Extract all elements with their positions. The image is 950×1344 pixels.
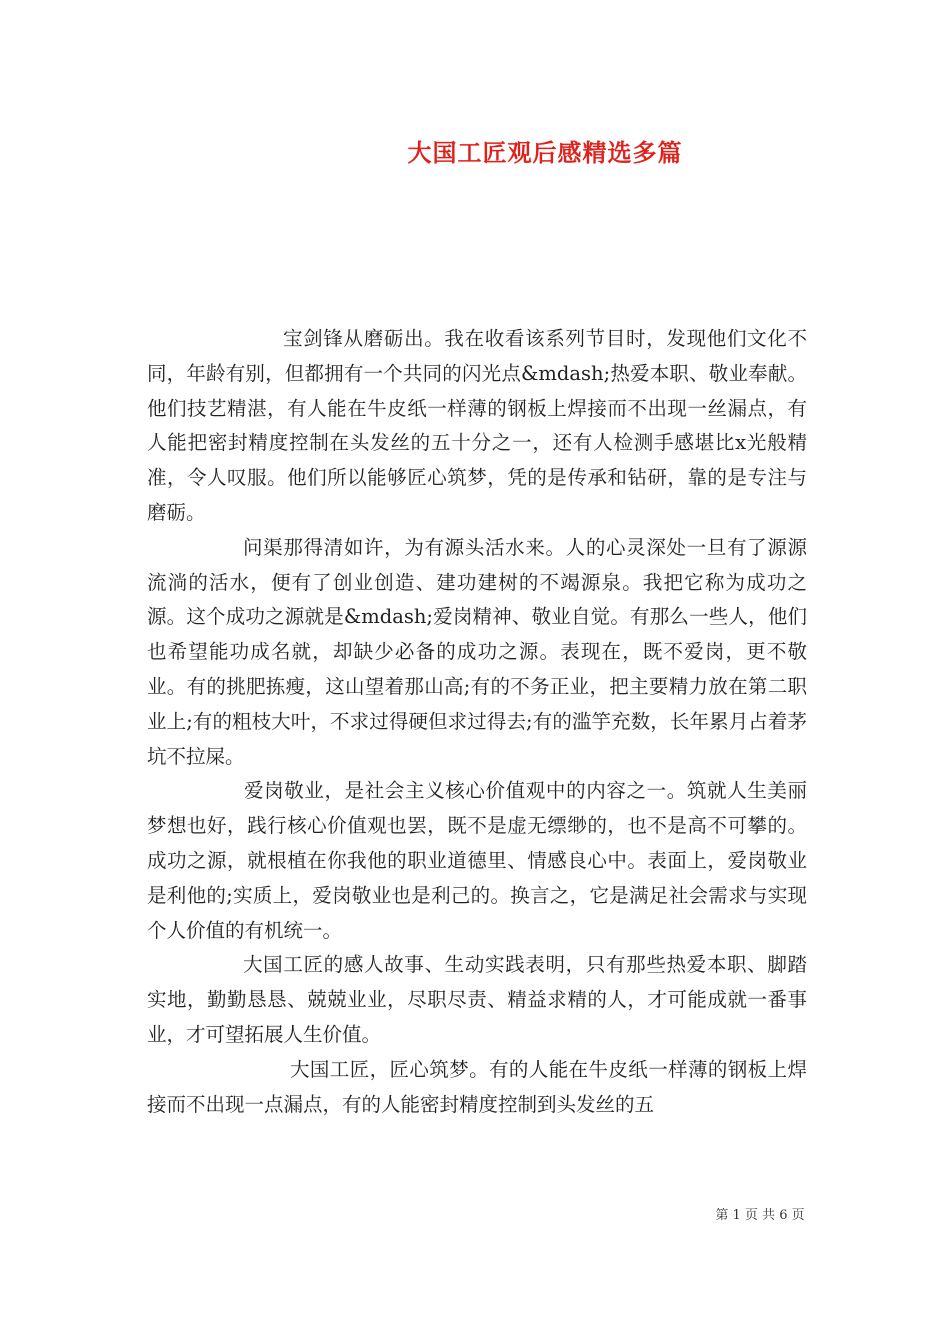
page-number: 第 1 页 共 6 页 — [715, 1208, 805, 1223]
paragraph-2: 问渠那得清如许，为有源头活水来。人的心灵深处一旦有了源源流淌的活水，便有了创业创造、建功建树的不竭源泉。我把它称为成功之源。这个成功之源就是&mdash;爱岗精神、敬业自觉。有那么一些人，他们也希望能功成名就，却缺少必备的成功之源。表现在，既不爱岗，更不敬业。有的挑肥拣瘦，这山望着那山高;有的不务正业，把主要精力放在第二职业上;有的粗枝大叶，不求过得硬但求过得去;有的滥竽充数，长年累月占着茅坑不拉屎。 — [147, 535, 807, 768]
document-title: 大国工匠观后感精选多篇 — [407, 138, 683, 167]
paragraph-5: 大国工匠，匠心筑梦。有的人能在牛皮纸一样薄的钢板上焊接而不出现一点漏点，有的人能密封精度控制到头发丝的五 — [147, 1057, 807, 1116]
paragraph-3: 爱岗敬业，是社会主义核心价值观中的内容之一。筑就人生美丽梦想也好，践行核心价值观也罢，既不是虚无缥缈的，也不是高不可攀的。成功之源，就根植在你我他的职业道德里、情感良心中。表面上，爱岗敬业是利他的;实质上，爱岗敬业也是利己的。换言之，它是满足社会需求与实现个人价值的有机统一。 — [147, 779, 807, 942]
paragraph-4: 大国工匠的感人故事、生动实践表明，只有那些热爱本职、脚踏实地，勤勤恳恳、兢兢业业，尽职尽责、精益求精的人，才可能成就一番事业，才可望拓展人生价值。 — [147, 953, 807, 1046]
document-body — [147, 322, 807, 1122]
paragraph-1: 宝剑锋从磨砺出。我在收看该系列节目时，发现他们文化不同，年龄有别，但都拥有一个共同的闪光点&mdash;热爱本职、敬业奉献。他们技艺精湛，有人能在牛皮纸一样薄的钢板上焊接而不出现一丝漏点，有人能把密封精度控制在头发丝的五十分之一，还有人检测手感堪比x光般精准，令人叹服。他们所以能够匠心筑梦，凭的是传承和钻研，靠的是专注与磨砺。 — [147, 327, 807, 524]
